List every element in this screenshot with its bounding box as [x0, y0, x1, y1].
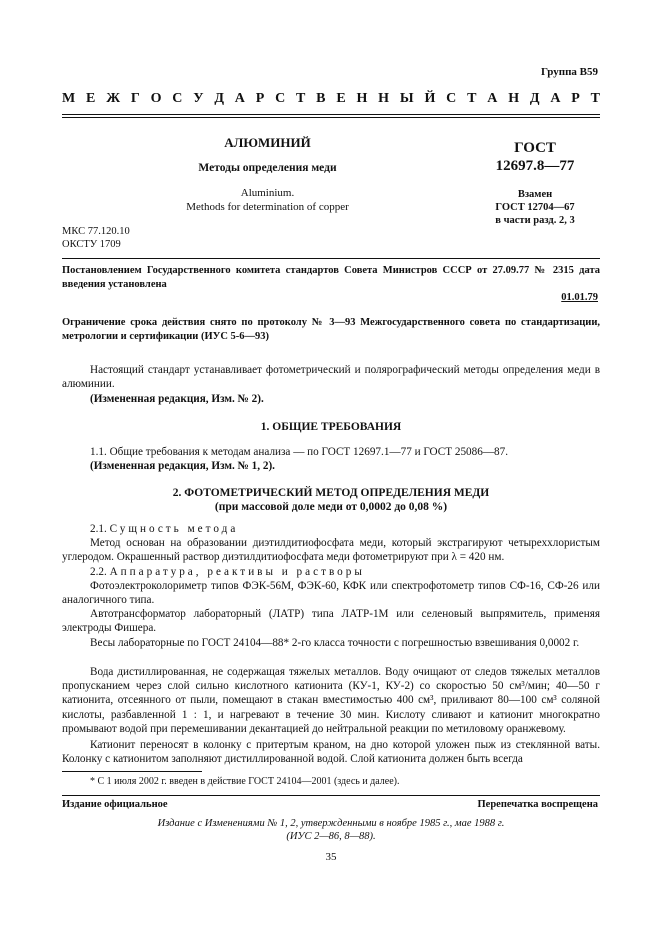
standard-banner: М Е Ж Г О С У Д А Р С Т В Е Н Н Ы Й С Т А Н Д А Р Т [62, 91, 600, 106]
gost-number-block [470, 139, 600, 175]
official-edition: Издание официальное [62, 799, 168, 810]
classification-codes [62, 225, 130, 251]
mks-code: МКС 77.120.10 [62, 226, 130, 237]
section-1-heading: 1. ОБЩИЕ ТРЕБОВАНИЯ [260, 421, 402, 433]
footnote-rule [62, 771, 202, 772]
introduction-date: 01.01.79 [561, 292, 598, 303]
section-1-paragraph: 1.1. Общие требования к методам анализа — по ГОСТ 12697.1—77 и ГОСТ 25086—87. [90, 446, 509, 458]
section-2-heading [62, 486, 600, 514]
okstu-code: ОКСТУ 1709 [62, 239, 121, 250]
replaces-label: Взамен [517, 189, 553, 200]
gost-label: ГОСТ [514, 140, 556, 156]
clause-2-1-number: 2.1. [90, 523, 107, 535]
footnote: * С 1 июля 2002 г. введен в действие ГОСТ 24104—2001 (здесь и далее). [90, 776, 400, 787]
validity-limit-text: Ограничение срока действия снято по протоколу № 3—93 Межгосударственного совета по стандартизации, метрологии и сертификации (ИУС 5-6—93) [62, 317, 600, 342]
replaces-part: в части разд. 2, 3 [495, 215, 575, 226]
intro-amendment: (Измененная редакция, Изм. № 2). [90, 393, 264, 405]
replaces-standard: ГОСТ 12704—67 [495, 202, 575, 213]
header-rule-top [62, 114, 600, 115]
section-2-title: 2. ФОТОМЕТРИЧЕСКИЙ МЕТОД ОПРЕДЕЛЕНИЯ МЕДИ [172, 487, 490, 499]
equipment-autotransformer: Автотрансформатор лабораторный (ЛАТР) типа ЛАТР-1М или селеновый выпрямитель, применяя электроды Фишера. [62, 608, 600, 635]
cation-column: Катионит переносят в колонку с притертым краном, на дно которой уложен пыж из стеклянной ваты. Колонку с катионитом заполняют дистиллированной водой. Слой катионита должен быть всегда [62, 739, 600, 766]
equipment-photometer: Фотоэлектроколориметр типов ФЭК-56М, ФЭК-60, КФК или спектрофотометр типов СФ-16, СФ-26 или аналогичного типа. [62, 580, 600, 607]
title-english [125, 186, 410, 214]
edition-note-line-2: (ИУС 2—86, 8—88). [286, 831, 376, 842]
title-english-sub: Methods for determination of copper [186, 201, 349, 213]
gost-number: 12697.8—77 [495, 158, 575, 174]
clause-2-2-title: Аппаратура, реактивы и растворы [109, 566, 365, 578]
clause-2-1-heading [62, 522, 600, 536]
resolution-rule [62, 258, 600, 259]
section-2-subtitle: (при массовой доле меди от 0,0002 до 0,08 %) [214, 501, 448, 513]
replaces-block [470, 188, 600, 227]
edition-note [62, 817, 600, 843]
subtitle-russian: Методы определения меди [198, 162, 337, 174]
equipment-balance: Весы лабораторные по ГОСТ 24104—88* 2-го класса точности с погрешностью взвешивания 0,0002 г. [90, 637, 580, 649]
resolution-text: Постановлением Государственного комитета стандартов Совета Министров СССР от 27.09.77 № 2315 дата введения установлена [62, 265, 600, 290]
reprint-prohibited: Перепечатка воспрещена [477, 799, 598, 810]
page-number: 35 [325, 851, 337, 863]
intro-paragraph: Настоящий стандарт устанавливает фотометрический и полярографический методы определения меди в алюминии. [62, 364, 600, 391]
clause-2-2-number: 2.2. [90, 566, 107, 578]
title-russian: АЛЮМИНИЙ [224, 135, 311, 150]
clause-2-1-title: Сущность метода [109, 523, 239, 535]
title-english-main: Aluminium. [240, 187, 295, 199]
clause-2-2-heading [62, 565, 600, 579]
footer-rule [62, 795, 600, 796]
reagent-water: Вода дистиллированная, не содержащая тяжелых металлов. Воду очищают от следов тяжелых металлов пропусканием через слой сильно кислотного катионита (КУ-1, КУ-2) со скоростью 50 см³/мин; 40—50 г катионита, отсеянного от пыли, помещают в стакан вместимостью 400 см³, приливают 80—100 см³ соляной кислоты, разбавленной 1 : 1, и нагревают в течение 30 мин. Кислоту сливают и катионит многократно промывают водой при перемешивании декантацией до нейтральной реакции по метиловому оранжевому. [62, 666, 600, 735]
section-1-amendment: (Измененная редакция, Изм. № 1, 2). [90, 460, 275, 472]
header-rule-bottom [62, 117, 600, 118]
group-code: Группа В59 [540, 66, 598, 78]
clause-2-1-text: Метод основан на образовании диэтилдитиофосфата меди, который экстрагируют четыреххлористым углеродом. Окрашенный раствор диэтилдитиофосфата меди фотометрируют при λ = 420 нм. [62, 537, 600, 564]
edition-note-line-1: Издание с Изменениями № 1, 2, утвержденными в ноябре 1985 г., мае 1988 г. [157, 818, 505, 829]
